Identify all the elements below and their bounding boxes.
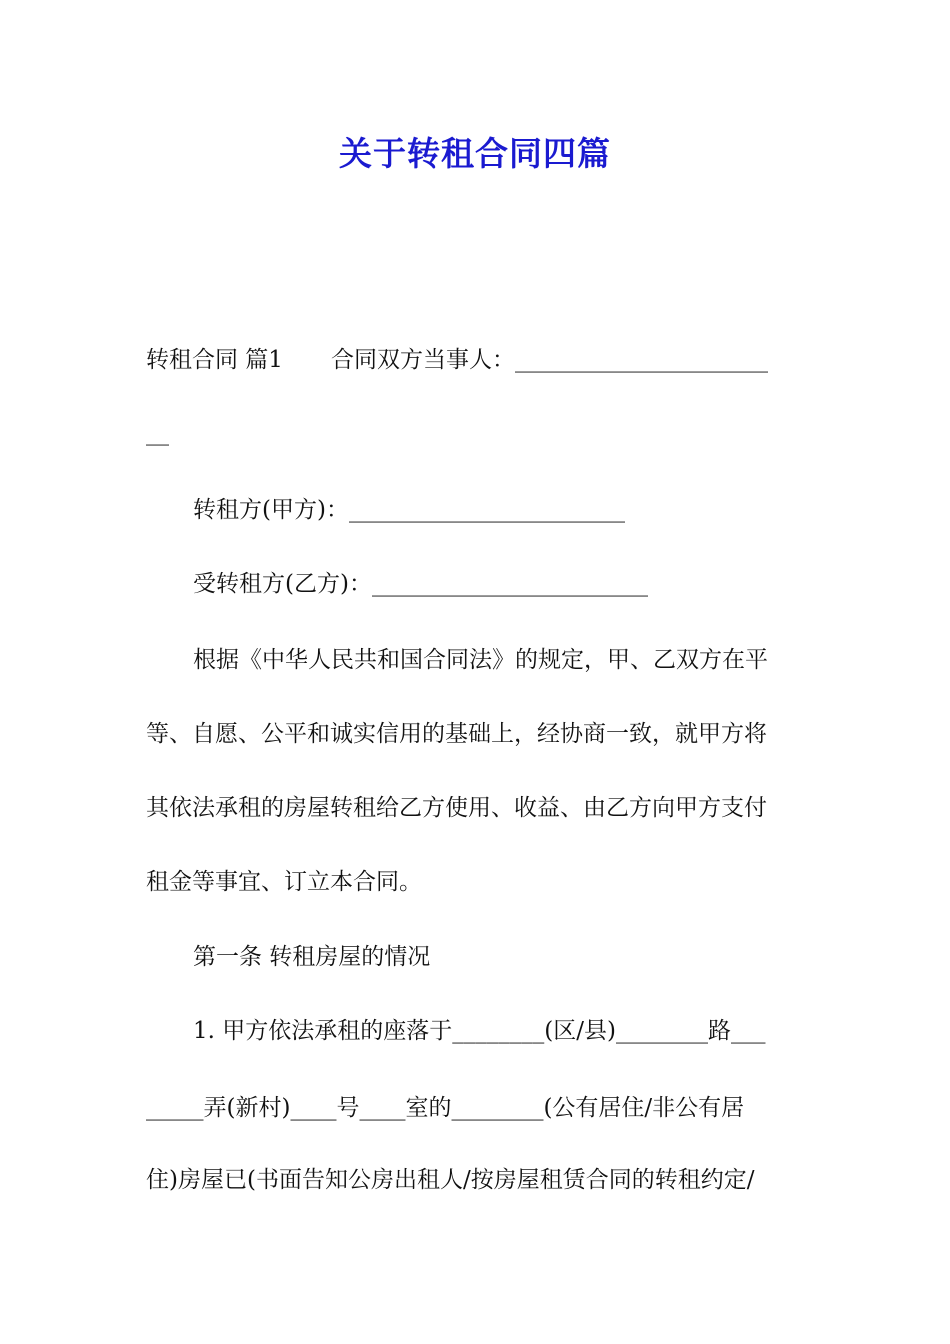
paragraph-line: __ bbox=[146, 420, 169, 446]
paragraph-line: _____弄(新村)____号____室的________(公有居住/非公有居 bbox=[146, 1095, 745, 1121]
sublessor-line: 转租方(甲方)：________________________ bbox=[193, 497, 625, 523]
sublessee-line: 受转租方(乙方)：________________________ bbox=[193, 571, 648, 597]
paragraph-line: 根据《中华人民共和国合同法》的规定，甲、乙双方在平 bbox=[193, 647, 768, 673]
paragraph-line: 其依法承租的房屋转租给乙方使用、收益、由乙方向甲方支付 bbox=[146, 795, 767, 821]
paragraph-line: 住)房屋已(书面告知公房出租人/按房屋租赁合同的转租约定/ bbox=[146, 1167, 755, 1193]
parties-label: 合同双方当事人：______________________ bbox=[330, 347, 768, 373]
contract-heading-line bbox=[146, 345, 768, 375]
paragraph-line: 等、自愿、公平和诚实信用的基础上，经协商一致，就甲方将 bbox=[146, 721, 767, 747]
paragraph-line: 租金等事宜、订立本合同。 bbox=[146, 869, 422, 895]
document-title: 关于转租合同四篇 bbox=[339, 134, 611, 173]
article-heading: 第一条 转租房屋的情况 bbox=[193, 944, 431, 970]
paragraph-line: 1. 甲方依法承租的座落于________(区/县)________路___ bbox=[193, 1018, 766, 1044]
section-heading: 转租合同 篇1 bbox=[146, 347, 283, 373]
